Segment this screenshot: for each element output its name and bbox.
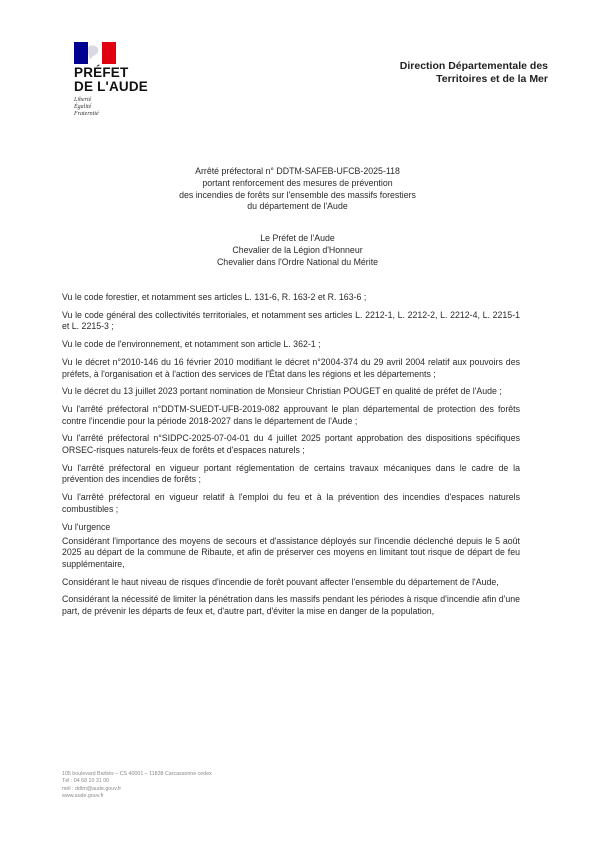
direction-line-2: Territoires et de la Mer (436, 73, 548, 85)
prefet-line-3: Chevalier dans l'Ordre National du Mérite (216, 256, 379, 267)
prefet-designation (90, 233, 505, 268)
considerant-risque: Considérant le haut niveau de risques d'incendie de forêt pouvant affecter l'ensemble du département de l'Aude, (62, 576, 499, 587)
footer-email: mél : ddtm@aude.gouv.fr (62, 785, 122, 792)
considerant-penetration: Considérant la nécessité de limiter la pénétration dans les massifs pendant les périodes à risque d'incendie afin d'une part, de prévenir les départs de feux et, d'autre part, d'éviter la mise en danger de la population, (62, 594, 520, 617)
motto-liberte: Liberté (74, 97, 92, 103)
visa-decret-2010-146: Vu le décret n°2010-146 du 16 février 2010 modifiant le décret n°2004-374 du 29 avril 2004 relatif aux pouvoirs des préfets, à l'organisation et à l'action des services de l'État dans les régions et les départements ; (62, 356, 520, 379)
prefecture-logo (74, 42, 164, 118)
page-footer (62, 771, 212, 801)
decree-title (90, 166, 505, 213)
logo-line-1: PRÉFET (74, 65, 129, 80)
direction-line-1: Direction Départementale des (399, 60, 548, 72)
republic-motto (74, 97, 164, 118)
decree-title-line-3: des incendies de forêts sur l'ensemble des massifs forestiers (179, 189, 416, 200)
decree-title-line-2: portant renforcement des mesures de prévention (202, 177, 393, 188)
motto-fraternite: Fraternité (74, 111, 99, 117)
visa-decret-nomination: Vu le décret du 13 juillet 2023 portant nomination de Monsieur Christian POUGET en qualité de préfet de l'Aude ; (62, 386, 502, 397)
decree-title-line-1: Arrêté préfectoral n° DDTM-SAFEB-UFCB-2025-118 (195, 166, 400, 176)
footer-address: 105 boulevard Barbès – CS 40001 – 11838 Carcassonne cedex (62, 771, 212, 777)
visa-code-forestier: Vu le code forestier, et notamment ses articles L. 131-6, R. 163-2 et R. 163-6 ; (62, 292, 367, 302)
visa-arrete-travaux: Vu l'arrêté préfectoral en vigueur portant réglementation de certains travaux mécaniques dans le cadre de la prévention des incendies de forêts ; (62, 462, 520, 485)
visa-arrete-emploi-feu: Vu l'arrêté préfectoral en vigueur relatif à l'emploi du feu et à la prévention des incendies d'espaces naturels combustibles ; (62, 492, 520, 514)
visa-code-environnement: Vu le code de l'environnement, et notamment son article L. 362-1 ; (62, 339, 321, 350)
footer-website: www.aude.gouv.fr (62, 793, 104, 800)
logo-line-2: DE L'AUDE (74, 79, 149, 94)
footer-phone: Tél : 04 68 10 31 00 (62, 778, 110, 785)
legal-recitals (62, 292, 520, 624)
motto-egalite: Égalité (74, 104, 92, 110)
visa-arrete-orsec: Vu l'arrêté préfectoral n°SIDPC-2025-07-04-01 du 4 juillet 2025 portant approbation des dispositions spécifiques ORSEC-risques naturels-feux de forêts et d'espaces naturels ; (62, 433, 520, 456)
visa-cgct: Vu le code général des collectivités territoriales, et notamment ses articles L. 2212-1, L. 2212-2, L. 2212-4, L. 2215-1 et L. 2215-3 ; (62, 309, 520, 332)
prefet-line-2: Chevalier de la Légion d'Honneur (232, 244, 363, 255)
visa-arrete-pdpfci: Vu l'arrêté préfectoral n°DDTM-SUEDT-UFB-2019-082 approuvant le plan départemental de protection des forêts contre l'incendie pour la période 2018-2027 dans le département de l'Aude ; (62, 404, 520, 426)
considerant-moyens: Considérant l'importance des moyens de secours et d'assistance déployés sur l'incendie déclenché depuis le 5 août 2025 au départ de la commune de Ribaute, et afin de préserver ces moyens en limitant tout risque de départ de feu supplémentaire, (62, 535, 520, 569)
issuing-direction (400, 60, 548, 86)
prefet-line-1: Le Préfet de l'Aude (260, 233, 335, 243)
marianne-flag-icon (74, 42, 116, 64)
visa-urgence: Vu l'urgence (62, 521, 111, 532)
decree-title-line-4: du département de l'Aude (247, 201, 348, 212)
